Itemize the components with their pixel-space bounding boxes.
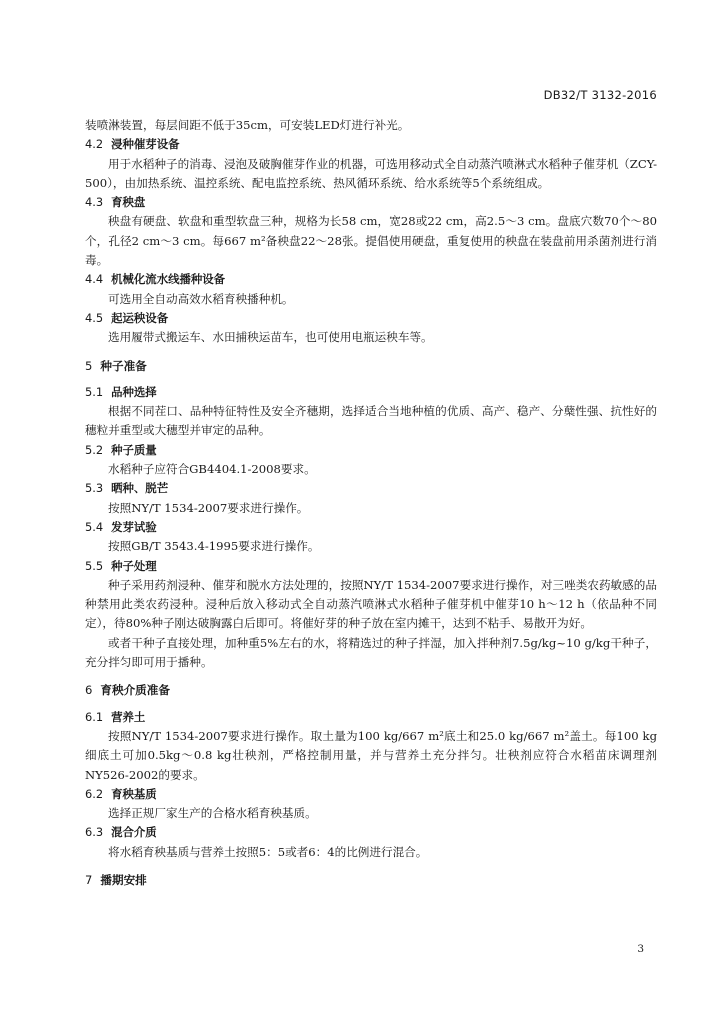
heading-title: 混合介质 bbox=[111, 825, 157, 840]
heading-title: 发芽试验 bbox=[111, 519, 157, 534]
heading-title: 机械化流水线播种设备 bbox=[111, 272, 226, 287]
subsection-heading bbox=[85, 823, 657, 842]
standard-code: DB32/T 3132-2016 bbox=[543, 88, 657, 102]
heading-number: 6 bbox=[85, 683, 93, 698]
section-heading bbox=[85, 681, 657, 700]
heading-number: 4.3 bbox=[85, 195, 104, 210]
paragraph: 可选用全自动高效水稻育秧播种机。 bbox=[108, 291, 294, 306]
subsection-heading bbox=[85, 785, 657, 804]
paragraph: 根据不同茬口、品种特征特性及安全齐穗期，选择适合当地种植的优质、高产、稳产、分蘖性强、抗性好的穗粒并重型或大穗型并审定的品种。 bbox=[85, 404, 657, 438]
subsection-heading bbox=[85, 557, 657, 576]
paragraph: 按照NY/T 1534-2007要求进行操作。 bbox=[108, 500, 309, 515]
heading-title: 育秧介质准备 bbox=[100, 683, 170, 698]
heading-number: 6.3 bbox=[85, 825, 104, 840]
document-body bbox=[85, 116, 657, 897]
heading-title: 种子准备 bbox=[100, 358, 147, 373]
paragraph: 选择正规厂家生产的合格水稻育秧基质。 bbox=[108, 806, 317, 821]
heading-number: 5.5 bbox=[85, 558, 104, 573]
paragraph: 种子采用药剂浸种、催芽和脱水方法处理的，按照NY/T 1534-2007要求进行操作，对三唑类农药敏感的品种禁用此类农药浸种。浸种后放入移动式全自动蒸汽喷淋式水稻种子催芽机中催芽10 h～12 h（依品种不同定），待80%种子刚达破胸露白后即可。将催好芽的种子放在室内摊干，达到不粘手、易散开为好。 bbox=[85, 577, 657, 631]
paragraph: 选用履带式搬运车、水田捕秧运苗车，也可使用电瓶运秧车等。 bbox=[108, 330, 433, 345]
paragraph: 将水稻育秧基质与营养土按照5：5或者6：4的比例进行混合。 bbox=[108, 844, 428, 859]
heading-number: 5 bbox=[85, 358, 93, 373]
heading-number: 5.4 bbox=[85, 519, 104, 534]
heading-number: 4.5 bbox=[85, 310, 104, 325]
heading-number: 4.2 bbox=[85, 137, 104, 152]
heading-number: 5.1 bbox=[85, 384, 104, 399]
subsection-heading bbox=[85, 309, 657, 328]
heading-title: 育秧基质 bbox=[111, 786, 157, 801]
heading-title: 种子处理 bbox=[111, 558, 157, 573]
subsection-heading bbox=[85, 383, 657, 402]
heading-title: 起运秧设备 bbox=[111, 310, 169, 325]
heading-title: 浸种催芽设备 bbox=[111, 137, 180, 152]
subsection-heading bbox=[85, 708, 657, 727]
paragraph: 用于水稻种子的消毒、浸泡及破胸催芽作业的机器，可选用移动式全自动蒸汽喷淋式水稻种子催芽机（ZCY-500），由加热系统、温控系统、配电监控系统、热风循环系统、给水系统等5个系统组成。 bbox=[85, 156, 657, 190]
paragraph: 按照GB/T 3543.4-1995要求进行操作。 bbox=[108, 539, 320, 554]
heading-title: 种子质量 bbox=[111, 442, 157, 457]
paragraph: 秧盘有硬盘、软盘和重型软盘三种，规格为长58 cm，宽28或22 cm，高2.5～3 cm。盘底穴数70个～80个，孔径2 cm～3 cm。每667 m²备秧盘22～28张。提倡使用硬盘，重复使用的秧盘在装盘前用杀菌剂进行消毒。 bbox=[85, 214, 657, 268]
subsection-heading bbox=[85, 479, 657, 498]
heading-number: 5.3 bbox=[85, 481, 104, 496]
heading-number: 6.1 bbox=[85, 709, 104, 724]
subsection-heading bbox=[85, 441, 657, 460]
subsection-heading bbox=[85, 135, 657, 154]
paragraph: 装喷淋装置，每层间距不低于35cm，可安装LED灯进行补光。 bbox=[85, 118, 410, 132]
section-heading bbox=[85, 357, 657, 376]
section-heading bbox=[85, 871, 657, 890]
page-number: 3 bbox=[637, 943, 644, 955]
heading-title: 播期安排 bbox=[100, 872, 147, 887]
subsection-heading bbox=[85, 270, 657, 289]
heading-title: 晒种、脱芒 bbox=[111, 481, 169, 496]
heading-title: 品种选择 bbox=[111, 384, 157, 399]
subsection-heading bbox=[85, 518, 657, 537]
paragraph: 水稻种子应符合GB4404.1-2008要求。 bbox=[108, 462, 316, 477]
heading-number: 6.2 bbox=[85, 786, 104, 801]
subsection-heading bbox=[85, 193, 657, 212]
heading-number: 4.4 bbox=[85, 272, 104, 287]
heading-title: 育秧盘 bbox=[111, 195, 146, 210]
heading-number: 7 bbox=[85, 872, 93, 887]
heading-number: 5.2 bbox=[85, 442, 104, 457]
paragraph: 或者干种子直接处理，加种重5%左右的水，将精选过的种子拌湿，加入拌种剂7.5g/kg~10 g/kg干种子，充分拌匀即可用于播种。 bbox=[85, 635, 657, 670]
paragraph: 按照NY/T 1534-2007要求进行操作。取土量为100 kg/667 m²底土和25.0 kg/667 m²盖土。每100 kg 细底土可加0.5kg～0.8 kg壮秧剂，严格控制用量，并与营养土充分拌匀。壮秧剂应符合水稻苗床调理剂NY526-2002的要求。 bbox=[85, 728, 657, 782]
heading-title: 营养土 bbox=[111, 709, 146, 724]
